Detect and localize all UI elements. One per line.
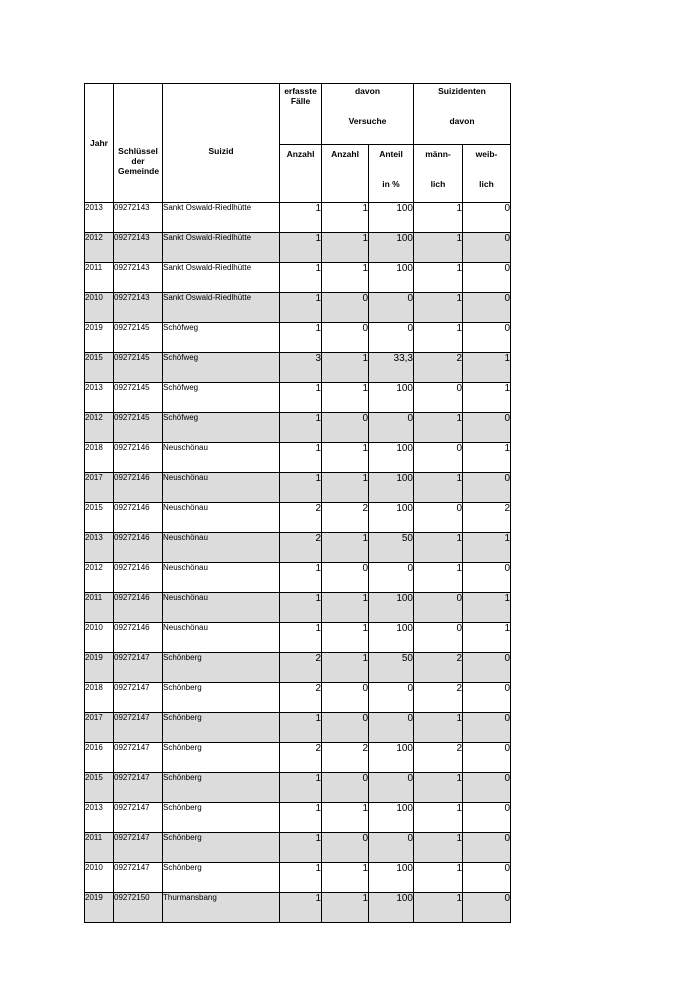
cell-anteil: 0 xyxy=(369,563,414,593)
cell-faelle: 1 xyxy=(280,263,322,293)
cell-gemeinde: Schönberg xyxy=(163,833,280,863)
cell-gemeinde: Schönberg xyxy=(163,863,280,893)
cell-jahr: 2013 xyxy=(85,383,114,413)
cell-maennlich: 2 xyxy=(414,743,463,773)
cell-maennlich: 1 xyxy=(414,833,463,863)
cell-faelle: 1 xyxy=(280,833,322,863)
cell-weiblich: 1 xyxy=(463,383,511,413)
table-row xyxy=(85,683,511,713)
cell-faelle: 1 xyxy=(280,383,322,413)
cell-weiblich: 2 xyxy=(463,503,511,533)
cell-maennlich: 2 xyxy=(414,653,463,683)
cell-gemeinde: Schöfweg xyxy=(163,383,280,413)
cell-maennlich: 1 xyxy=(414,203,463,233)
cell-anteil: 100 xyxy=(369,743,414,773)
cell-versuche: 1 xyxy=(322,473,369,503)
cell-versuche: 1 xyxy=(322,803,369,833)
cell-versuche: 1 xyxy=(322,233,369,263)
table-row xyxy=(85,263,511,293)
table-row xyxy=(85,653,511,683)
cell-jahr: 2018 xyxy=(85,683,114,713)
cell-schluessel: 09272145 xyxy=(114,323,163,353)
cell-faelle: 1 xyxy=(280,773,322,803)
cell-jahr: 2015 xyxy=(85,353,114,383)
cell-faelle: 2 xyxy=(280,743,322,773)
cell-versuche: 0 xyxy=(322,773,369,803)
cell-faelle: 1 xyxy=(280,713,322,743)
cell-jahr: 2011 xyxy=(85,593,114,623)
cell-jahr: 2012 xyxy=(85,563,114,593)
cell-schluessel: 09272143 xyxy=(114,233,163,263)
cell-faelle: 1 xyxy=(280,233,322,263)
cell-gemeinde: Schönberg xyxy=(163,683,280,713)
cell-gemeinde: Schönberg xyxy=(163,773,280,803)
header-erfasste xyxy=(280,84,322,145)
cell-anteil: 100 xyxy=(369,893,414,923)
cell-faelle: 1 xyxy=(280,443,322,473)
cell-versuche: 1 xyxy=(322,383,369,413)
header-weiblich-bottom: lich xyxy=(479,179,494,189)
cell-versuche: 1 xyxy=(322,593,369,623)
cell-weiblich: 0 xyxy=(463,653,511,683)
cell-gemeinde: Sankt Oswald-Riedlhütte xyxy=(163,293,280,323)
cell-versuche: 2 xyxy=(322,503,369,533)
table-row xyxy=(85,773,511,803)
cell-anteil: 50 xyxy=(369,653,414,683)
cell-weiblich: 0 xyxy=(463,203,511,233)
header-suizidenten-label: Suizidenten xyxy=(438,86,486,96)
header-schluessel-label: Schlüssel der Gemeinde xyxy=(118,146,160,176)
table-row xyxy=(85,443,511,473)
cell-maennlich: 1 xyxy=(414,713,463,743)
cell-jahr: 2010 xyxy=(85,623,114,653)
cell-gemeinde: Neuschönau xyxy=(163,563,280,593)
cell-schluessel: 09272147 xyxy=(114,713,163,743)
header-weiblich-top: weib- xyxy=(475,149,498,159)
table-row xyxy=(85,593,511,623)
cell-gemeinde: Schönberg xyxy=(163,653,280,683)
cell-schluessel: 09272146 xyxy=(114,563,163,593)
cell-versuche: 0 xyxy=(322,563,369,593)
table-row xyxy=(85,833,511,863)
header-versuche-label: Versuche xyxy=(348,116,387,126)
table-row xyxy=(85,473,511,503)
cell-schluessel: 09272143 xyxy=(114,293,163,323)
header-maennlich-top: männ- xyxy=(425,149,451,159)
table-row xyxy=(85,623,511,653)
table-row xyxy=(85,413,511,443)
cell-maennlich: 0 xyxy=(414,593,463,623)
cell-gemeinde: Sankt Oswald-Riedlhütte xyxy=(163,233,280,263)
cell-maennlich: 1 xyxy=(414,473,463,503)
cell-schluessel: 09272145 xyxy=(114,353,163,383)
cell-jahr: 2011 xyxy=(85,833,114,863)
cell-gemeinde: Neuschönau xyxy=(163,443,280,473)
cell-weiblich: 1 xyxy=(463,593,511,623)
cell-anteil: 0 xyxy=(369,293,414,323)
cell-schluessel: 09272143 xyxy=(114,203,163,233)
cell-anteil: 100 xyxy=(369,203,414,233)
cell-faelle: 3 xyxy=(280,353,322,383)
cell-gemeinde: Neuschönau xyxy=(163,473,280,503)
cell-anteil: 0 xyxy=(369,713,414,743)
cell-jahr: 2012 xyxy=(85,233,114,263)
cell-versuche: 0 xyxy=(322,833,369,863)
cell-gemeinde: Neuschönau xyxy=(163,593,280,623)
cell-faelle: 1 xyxy=(280,803,322,833)
cell-jahr: 2013 xyxy=(85,203,114,233)
header-anteil-label: Anteil xyxy=(379,149,403,159)
cell-schluessel: 09272150 xyxy=(114,893,163,923)
header-weiblich xyxy=(463,145,511,203)
cell-weiblich: 0 xyxy=(463,683,511,713)
cell-maennlich: 1 xyxy=(414,863,463,893)
cell-maennlich: 0 xyxy=(414,623,463,653)
cell-schluessel: 09272145 xyxy=(114,383,163,413)
cell-weiblich: 0 xyxy=(463,713,511,743)
cell-jahr: 2015 xyxy=(85,773,114,803)
cell-schluessel: 09272146 xyxy=(114,503,163,533)
table-row xyxy=(85,563,511,593)
cell-jahr: 2017 xyxy=(85,473,114,503)
cell-maennlich: 1 xyxy=(414,563,463,593)
cell-schluessel: 09272146 xyxy=(114,593,163,623)
cell-weiblich: 0 xyxy=(463,473,511,503)
cell-anteil: 0 xyxy=(369,683,414,713)
table-row xyxy=(85,533,511,563)
header-jahr xyxy=(85,84,114,203)
cell-versuche: 1 xyxy=(322,893,369,923)
table-row xyxy=(85,863,511,893)
cell-anteil: 100 xyxy=(369,383,414,413)
table-body xyxy=(85,203,511,923)
cell-weiblich: 0 xyxy=(463,413,511,443)
cell-gemeinde: Schöfweg xyxy=(163,413,280,443)
cell-versuche: 1 xyxy=(322,203,369,233)
header-suizid xyxy=(163,84,280,203)
cell-schluessel: 09272147 xyxy=(114,743,163,773)
table-row xyxy=(85,743,511,773)
cell-schluessel: 09272147 xyxy=(114,803,163,833)
cell-gemeinde: Schöfweg xyxy=(163,353,280,383)
cell-weiblich: 0 xyxy=(463,833,511,863)
cell-maennlich: 1 xyxy=(414,233,463,263)
cell-jahr: 2019 xyxy=(85,323,114,353)
cell-faelle: 1 xyxy=(280,863,322,893)
table-row xyxy=(85,803,511,833)
cell-faelle: 1 xyxy=(280,893,322,923)
table-header xyxy=(85,84,511,203)
cell-faelle: 1 xyxy=(280,293,322,323)
header-suizidenten xyxy=(414,84,511,145)
cell-anteil: 100 xyxy=(369,803,414,833)
cell-faelle: 1 xyxy=(280,623,322,653)
cell-versuche: 1 xyxy=(322,653,369,683)
cell-faelle: 2 xyxy=(280,683,322,713)
cell-maennlich: 2 xyxy=(414,353,463,383)
cell-jahr: 2019 xyxy=(85,653,114,683)
cell-anteil: 50 xyxy=(369,533,414,563)
cell-weiblich: 0 xyxy=(463,323,511,353)
cell-anteil: 100 xyxy=(369,473,414,503)
header-suizid-label: Suizid xyxy=(208,146,234,156)
cell-schluessel: 09272147 xyxy=(114,683,163,713)
header-anzahl-faelle-label: Anzahl xyxy=(286,149,315,159)
cell-maennlich: 1 xyxy=(414,773,463,803)
cell-jahr: 2019 xyxy=(85,893,114,923)
header-anzahl-versuche xyxy=(322,145,369,203)
cell-weiblich: 0 xyxy=(463,563,511,593)
cell-maennlich: 0 xyxy=(414,383,463,413)
header-maennlich xyxy=(414,145,463,203)
cell-weiblich: 1 xyxy=(463,443,511,473)
cell-jahr: 2010 xyxy=(85,293,114,323)
cell-gemeinde: Schönberg xyxy=(163,713,280,743)
cell-maennlich: 1 xyxy=(414,803,463,833)
cell-faelle: 2 xyxy=(280,503,322,533)
header-in-pct-label: in % xyxy=(382,179,400,189)
cell-faelle: 1 xyxy=(280,473,322,503)
header-schluessel xyxy=(114,84,163,203)
cell-anteil: 100 xyxy=(369,263,414,293)
table-row xyxy=(85,383,511,413)
cell-gemeinde: Neuschönau xyxy=(163,623,280,653)
cell-weiblich: 0 xyxy=(463,743,511,773)
cell-schluessel: 09272147 xyxy=(114,833,163,863)
cell-schluessel: 09272147 xyxy=(114,653,163,683)
cell-gemeinde: Sankt Oswald-Riedlhütte xyxy=(163,263,280,293)
cell-gemeinde: Sankt Oswald-Riedlhütte xyxy=(163,203,280,233)
cell-schluessel: 09272143 xyxy=(114,263,163,293)
cell-schluessel: 09272145 xyxy=(114,413,163,443)
header-maennlich-bottom: lich xyxy=(430,179,446,189)
cell-schluessel: 09272146 xyxy=(114,473,163,503)
header-anzahl-faelle xyxy=(280,145,322,203)
table-row xyxy=(85,893,511,923)
cell-versuche: 1 xyxy=(322,863,369,893)
header-anzahl-versuche-label: Anzahl xyxy=(331,149,359,159)
header-anteil xyxy=(369,145,414,203)
cell-gemeinde: Thurmansbang xyxy=(163,893,280,923)
table-row xyxy=(85,353,511,383)
cell-anteil: 0 xyxy=(369,323,414,353)
cell-weiblich: 0 xyxy=(463,263,511,293)
cell-maennlich: 0 xyxy=(414,503,463,533)
cell-anteil: 0 xyxy=(369,773,414,803)
cell-versuche: 0 xyxy=(322,683,369,713)
header-davon2-label: davon xyxy=(449,116,475,126)
cell-weiblich: 1 xyxy=(463,533,511,563)
header-davon-label: davon xyxy=(354,86,381,96)
cell-anteil: 33,3 xyxy=(369,353,414,383)
cell-jahr: 2011 xyxy=(85,263,114,293)
cell-schluessel: 09272147 xyxy=(114,863,163,893)
cell-weiblich: 1 xyxy=(463,353,511,383)
cell-anteil: 0 xyxy=(369,413,414,443)
cell-gemeinde: Schönberg xyxy=(163,803,280,833)
cell-jahr: 2013 xyxy=(85,803,114,833)
header-erfasste-label: erfasste Fälle xyxy=(284,86,317,106)
cell-anteil: 100 xyxy=(369,623,414,653)
cell-gemeinde: Neuschönau xyxy=(163,503,280,533)
cell-jahr: 2016 xyxy=(85,743,114,773)
cell-maennlich: 1 xyxy=(414,263,463,293)
cell-faelle: 1 xyxy=(280,323,322,353)
cell-jahr: 2010 xyxy=(85,863,114,893)
cell-jahr: 2013 xyxy=(85,533,114,563)
cell-gemeinde: Schönberg xyxy=(163,743,280,773)
cell-faelle: 1 xyxy=(280,413,322,443)
cell-versuche: 1 xyxy=(322,263,369,293)
cell-versuche: 0 xyxy=(322,413,369,443)
cell-weiblich: 0 xyxy=(463,893,511,923)
cell-faelle: 1 xyxy=(280,203,322,233)
cell-schluessel: 09272146 xyxy=(114,443,163,473)
header-jahr-label: Jahr xyxy=(90,138,108,148)
table-row xyxy=(85,503,511,533)
cell-weiblich: 0 xyxy=(463,773,511,803)
cell-maennlich: 1 xyxy=(414,413,463,443)
cell-weiblich: 0 xyxy=(463,293,511,323)
cell-jahr: 2015 xyxy=(85,503,114,533)
cell-maennlich: 1 xyxy=(414,323,463,353)
cell-schluessel: 09272146 xyxy=(114,533,163,563)
cell-anteil: 100 xyxy=(369,233,414,263)
table-row xyxy=(85,203,511,233)
cell-faelle: 2 xyxy=(280,653,322,683)
cell-anteil: 100 xyxy=(369,503,414,533)
table-row xyxy=(85,233,511,263)
cell-schluessel: 09272146 xyxy=(114,623,163,653)
header-davon-versuche xyxy=(322,84,414,145)
cell-jahr: 2012 xyxy=(85,413,114,443)
cell-versuche: 0 xyxy=(322,713,369,743)
cell-gemeinde: Schöfweg xyxy=(163,323,280,353)
cell-weiblich: 0 xyxy=(463,863,511,893)
cell-faelle: 1 xyxy=(280,593,322,623)
cell-jahr: 2018 xyxy=(85,443,114,473)
table-row xyxy=(85,323,511,353)
cell-maennlich: 1 xyxy=(414,293,463,323)
cell-anteil: 0 xyxy=(369,833,414,863)
cell-versuche: 2 xyxy=(322,743,369,773)
cell-maennlich: 2 xyxy=(414,683,463,713)
suizid-table xyxy=(84,83,511,923)
cell-faelle: 1 xyxy=(280,563,322,593)
cell-weiblich: 0 xyxy=(463,803,511,833)
cell-maennlich: 1 xyxy=(414,893,463,923)
cell-schluessel: 09272147 xyxy=(114,773,163,803)
cell-versuche: 1 xyxy=(322,623,369,653)
cell-maennlich: 1 xyxy=(414,533,463,563)
cell-jahr: 2017 xyxy=(85,713,114,743)
cell-anteil: 100 xyxy=(369,443,414,473)
cell-gemeinde: Neuschönau xyxy=(163,533,280,563)
cell-versuche: 0 xyxy=(322,293,369,323)
cell-versuche: 1 xyxy=(322,443,369,473)
cell-weiblich: 0 xyxy=(463,233,511,263)
table-row xyxy=(85,713,511,743)
cell-maennlich: 0 xyxy=(414,443,463,473)
cell-anteil: 100 xyxy=(369,863,414,893)
cell-versuche: 1 xyxy=(322,533,369,563)
cell-faelle: 2 xyxy=(280,533,322,563)
table-row xyxy=(85,293,511,323)
cell-versuche: 1 xyxy=(322,353,369,383)
cell-versuche: 0 xyxy=(322,323,369,353)
cell-anteil: 100 xyxy=(369,593,414,623)
cell-weiblich: 1 xyxy=(463,623,511,653)
